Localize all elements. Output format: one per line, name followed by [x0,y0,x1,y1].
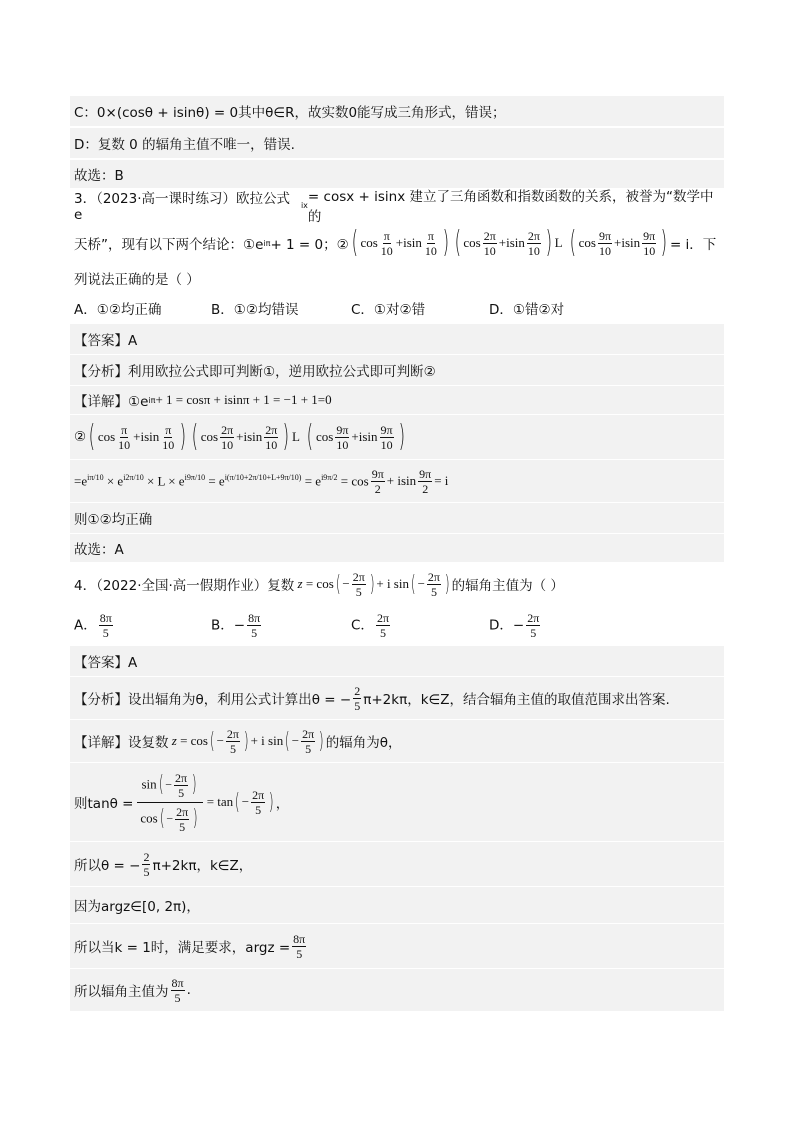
text: 所以辐角主值为 [74,984,169,1000]
detail-line-q4-1: 【详解】设复数 z = cos ( − $\frac{2\pi}{5}$ ) + i sin ( − $\frac{2\pi}{5}$ ) 的辐角为θ， [70,720,724,762]
analysis-line [70,355,724,385]
fraction: $\frac{\pi}{10}$ [118,422,131,452]
text: 所以θ = − [74,858,141,874]
text: = cosx + isinx 建立了三角函数和指数函数的关系，被誉为“数学中的 [307,189,714,225]
question-3-line-2: 天桥”，现有以下两个结论：①e iπ + 1 = 0；② ( cos $\frac{\pi}{10}$ +isin $\frac{\pi}{10}$ ) ( cos $\frac{2\pi}{10}$ +isin $\frac{2\pi}{10}$ ) L ( cos $\frac{9\pi}{10}$ +isin $\frac{9\pi}{10}$ ) = i．下 [74,225,717,260]
paren: ( [351,225,358,260]
text: 列说法正确的是（ ） [74,272,200,288]
option-b: B．− $\frac{8\pi}{5}$ [211,610,261,640]
fraction: $\frac{2\pi}{10}$ [527,228,540,258]
text: 【分析】利用欧拉公式即可判断①，逆用欧拉公式即可判断② [74,364,436,380]
text: D：复数 0 的辐角主值不唯一，错误. [74,137,295,153]
text: 【答案】A [74,655,138,671]
question-4-stem: 4．（2022·全国·高一假期作业）复数 z = cos ( − $\frac{2\pi}{5}$ ) + i sin ( − $\frac{2\pi}{5}$ ) 的辐角主值为（ ） [74,569,564,599]
text: + 1 = cosπ + isinπ + 1 = −1 + 1=0 [155,392,332,407]
detail-line-1 [70,386,724,414]
option-a: A． $\frac{8\pi}{5}$ [74,610,112,640]
text: 则tanθ = [74,796,134,812]
tan-fraction: sin( − $\frac{2\pi}{5}$ ) cos( − $\frac{2\pi}{5}$ ) [137,771,202,834]
fraction: $\frac{\pi}{10}$ [380,228,393,258]
option-b: B．①②均错误 [211,302,299,318]
fraction: $\frac{2\pi}{10}$ [483,228,496,258]
fraction: $\frac{9\pi}{2}$ [371,466,384,496]
text: π+2kπ，k∈Z， [152,858,253,874]
text: 的辐角为θ， [325,735,402,751]
option-d: D．①错②对 [489,302,565,318]
fraction: $\frac{2\pi}{5}$ [352,569,365,599]
text: = i．下 [669,237,717,253]
conclusion-line [70,503,724,533]
text: ② [74,429,87,445]
detail-line-final: 所以辐角主值为 $\frac{8\pi}{5}$ . [70,969,724,1011]
fraction: $\frac{2}{5}$ [143,849,150,879]
text: 天桥”，现有以下两个结论：①e [74,237,264,253]
question-3-line-1 [70,189,724,225]
analysis-line-2 [70,677,724,719]
option-a: A．①②均正确 [74,302,162,318]
fraction: $\frac{9\pi}{10}$ [336,422,349,452]
choice-line-b [70,160,724,188]
fraction: $\frac{2}{5}$ [354,683,361,713]
text: 因为argz∈[0, 2π)， [74,899,200,915]
fraction: $\frac{\pi}{10}$ [162,422,175,452]
answer-line [70,324,724,354]
fraction: $\frac{2\pi}{10}$ [265,422,278,452]
fraction: $\frac{8\pi}{5}$ [171,975,184,1005]
text: 【详解】设复数 [74,735,169,751]
detail-line-2: ② ( cos $\frac{\pi}{10}$ +isin $\frac{\pi}{10}$ ) ( cos $\frac{2\pi}{10}$ +isin $\frac{2\pi}{10}$ ) L ( cos $\frac{9\pi}{10}$ +isin $\frac{9\pi}{10}$ ) [70,415,724,459]
detail-line-range [70,887,724,923]
fraction: $\frac{2\pi}{5}$ [302,726,315,756]
question-4-options [70,606,724,644]
text: 故选：A [74,542,124,558]
text: 【答案】A [74,333,138,349]
text: 则①②均正确 [74,512,153,528]
text: 【分析】设出辐角为θ，利用公式计算出θ = − [74,692,352,708]
text: 4．（2022·全国·高一假期作业）复数 [74,578,295,594]
fraction: $\frac{\pi}{10}$ [424,228,437,258]
text: 的辐角主值为（ ） [451,578,564,594]
option-d-explanation [70,128,724,158]
option-d: D．− $\frac{2\pi}{5}$ [489,610,540,640]
fraction: $\frac{9\pi}{10}$ [380,422,393,452]
option-c: C．①对②错 [351,302,426,318]
option-c-explanation [70,96,724,126]
answer-line-2 [70,646,724,676]
detail-line-theta [70,842,724,886]
fraction: $\frac{2\pi}{5}$ [427,569,440,599]
text: 3．（2023·高一课时练习）欧拉公式 e [74,191,290,223]
choice-line-a [70,534,724,562]
exponent: iπ [263,238,271,248]
fraction: $\frac{8\pi}{5}$ [293,931,306,961]
text: + 1 = 0；② [270,237,349,253]
question-3-options [70,294,724,322]
exponent: ix [300,200,308,210]
fraction: $\frac{2\pi}{5}$ [226,726,239,756]
fraction: $\frac{9\pi}{10}$ [598,228,612,258]
fraction: $\frac{9\pi}{2}$ [419,466,432,496]
fraction: $\frac{2\pi}{10}$ [221,422,234,452]
text: π+2kπ，k∈Z，结合辐角主值的取值范围求出答案. [363,692,670,708]
detail-line-tan: 则tanθ = sin( − $\frac{2\pi}{5}$ ) cos( − $\frac{2\pi}{5}$ ) = tan ( − $\frac{2\pi}{5}$ ) ， [70,763,724,841]
question-3-line-3 [70,264,724,292]
fraction: $\frac{9\pi}{10}$ [643,228,656,258]
text: 故选：B [74,168,124,184]
fraction: $\frac{2\pi}{5}$ [252,787,265,817]
text: 【详解】①e [74,394,149,410]
detail-line-k [70,924,724,968]
option-c: C． $\frac{2\pi}{5}$ [351,610,389,640]
text: C：0×(cosθ + isinθ) = 0其中θ∈R，故实数0能写成三角形式，错误； [74,105,506,121]
text: 所以当k = 1时，满足要求，argz = [74,940,291,956]
exponent: iπ [148,395,156,405]
detail-line-3: $=e^{i\pi/10} \times e^{i2\pi/10} \times L \times e^{i9\pi/10} = e^{i(\pi/10+2\pi/10+L+9\pi/10)} = e^{i9\pi/2} = \cos$ $\frac{9\pi}{2}$ + isin $\frac{9\pi}{2}$ = i [70,460,724,502]
